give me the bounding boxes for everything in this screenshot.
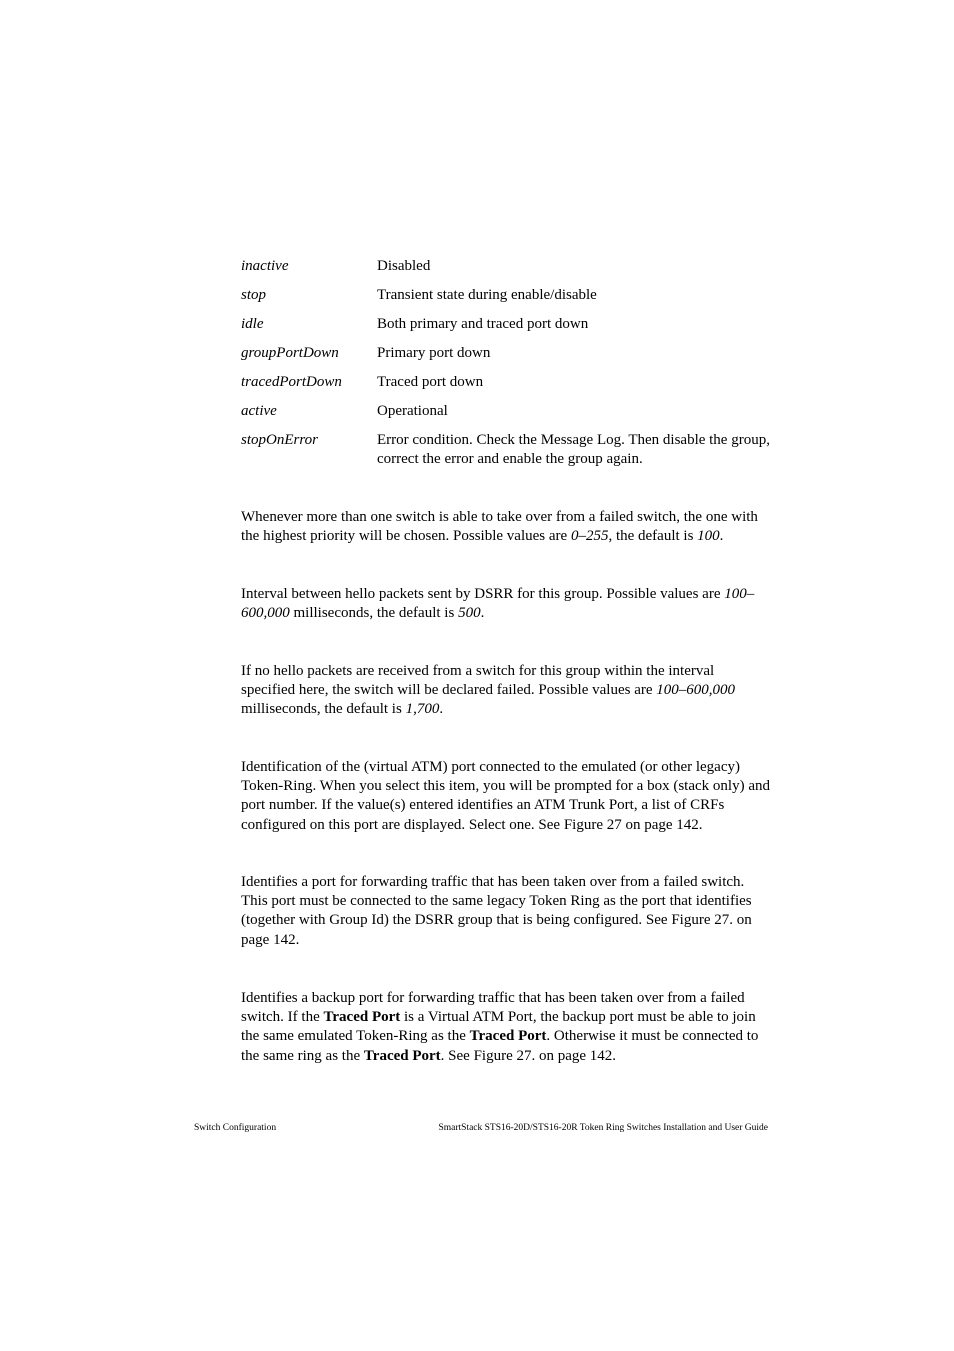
dead-interval-text: milliseconds, the default is xyxy=(241,701,406,718)
backup-port-text: is a Virtual ATM Port, the backup port must be able to join the same emulated Token-Ring as the xyxy=(241,1009,756,1045)
hello-interval-text: Interval between hello packets sent by DSRR for this group. Possible values are xyxy=(241,586,725,602)
state-row-group-port-down xyxy=(241,344,771,363)
state-name: active xyxy=(241,403,277,419)
hello-interval-default: 500 xyxy=(458,605,481,622)
hello-interval-paragraph xyxy=(241,585,771,623)
backup-port-text: Identifies a backup port for forwarding traffic that has been taken over from a failed switch. If the xyxy=(241,990,745,1026)
priority-paragraph xyxy=(241,508,771,546)
backup-port-paragraph xyxy=(241,989,771,1066)
hello-interval-text: . xyxy=(480,605,485,622)
state-description: Operational xyxy=(377,403,448,419)
state-description: Both primary and traced port down xyxy=(377,316,589,332)
traced-port-term: Traced Port xyxy=(323,1009,401,1026)
group-port-paragraph: Identification of the (virtual ATM) port connected to the emulated (or other legacy) Token-Ring. When you select this item, you will be prompted for a box (stack only) and port number. If the value(s) entered identifies an ATM Trunk Port, a list of CRFs configured on this port are displayed. Select one. See Figure 27 on page 142. xyxy=(241,759,770,833)
state-description: Error condition. Check the Message Log. Then disable the group, correct the error and enable the group again. xyxy=(377,432,770,467)
priority-range: 0–255 xyxy=(570,528,609,545)
state-description: Traced port down xyxy=(377,374,484,390)
state-row-stop-on-error xyxy=(241,431,771,469)
state-description: Primary port down xyxy=(377,345,491,361)
traced-port-term: Traced Port xyxy=(469,1028,547,1045)
priority-text: Whenever more than one switch is able to take over from a failed switch, the one with the highest priority will be chosen. Possible values are xyxy=(241,509,758,545)
hello-interval-text: milliseconds, the default is xyxy=(289,605,459,622)
priority-default: 100 xyxy=(697,528,720,545)
state-row-idle xyxy=(241,315,771,334)
hello-interval-range: 100–600,000 xyxy=(241,586,755,622)
state-description: Transient state during enable/disable xyxy=(377,287,597,303)
state-name: stop xyxy=(241,287,267,303)
state-row-active xyxy=(241,402,771,421)
state-name: inactive xyxy=(241,258,289,274)
traced-port-paragraph: Identifies a port for forwarding traffic that has been taken over from a failed switch. This port must be connected to the same legacy Token Ring as the port that identifies (together with Group Id) the DSRR group that is being configured. See Figure 27. on page 142. xyxy=(241,874,752,948)
backup-port-text: . See Figure 27. on page 142. xyxy=(440,1047,617,1064)
state-description: Disabled xyxy=(377,258,431,274)
state-name: stopOnError xyxy=(241,432,318,448)
state-name: groupPortDown xyxy=(241,345,339,361)
state-row-stop xyxy=(241,286,771,305)
state-row-inactive xyxy=(241,257,771,276)
dead-interval-text: . xyxy=(439,701,444,718)
state-name: tracedPortDown xyxy=(241,374,342,390)
dead-interval-text: If no hello packets are received from a switch for this group within the interval specified here, the switch will be declared failed. Possible values are xyxy=(241,663,715,699)
state-row-traced-port-down xyxy=(241,373,771,392)
dead-interval-paragraph xyxy=(241,662,771,720)
state-table xyxy=(241,257,771,479)
footer-document-title: SmartStack STS16-20D/STS16-20R Token Ring Switches Installation and User Guide xyxy=(438,1123,768,1133)
dead-interval-default: 1,700 xyxy=(405,701,440,718)
traced-port-term: Traced Port xyxy=(363,1047,441,1064)
priority-text: . xyxy=(719,528,724,545)
footer-section-title: Switch Configuration xyxy=(194,1123,277,1133)
dead-interval-range: 100–600,000 xyxy=(656,682,736,699)
priority-text: , the default is xyxy=(608,528,698,545)
backup-port-text: . Otherwise it must be connected to the same ring as the xyxy=(241,1028,759,1064)
state-name: idle xyxy=(241,316,264,332)
